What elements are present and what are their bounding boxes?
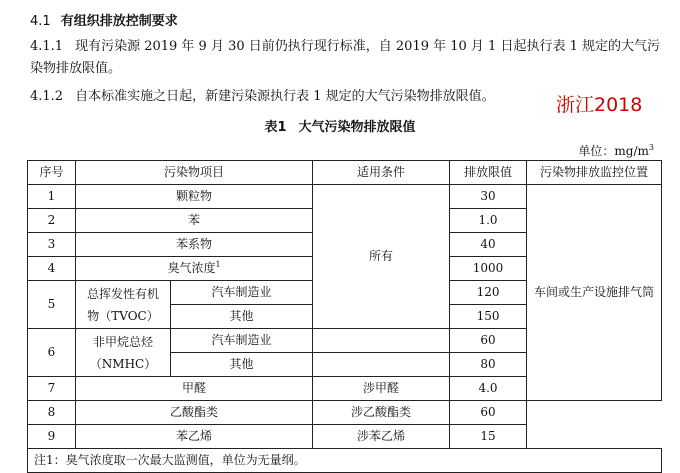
pollutant-item: 非甲烷总烃 （NMHC） xyxy=(76,329,171,377)
pollutant-subcategory: 汽车制造业 xyxy=(171,329,313,353)
table-header-row xyxy=(28,161,662,185)
emission-limit: 1000 xyxy=(450,257,527,281)
pollutant-item: 总挥发性有机 物（TVOC） xyxy=(76,281,171,329)
clause-4-1-1 xyxy=(30,36,660,80)
table-row xyxy=(28,401,662,425)
pollutant-subcategory: 其他 xyxy=(171,353,313,377)
row-number: 9 xyxy=(28,425,76,449)
footnote-mark: 1 xyxy=(215,260,221,269)
clause-number: 4.1.2 xyxy=(30,89,64,104)
clause-number: 4.1.1 xyxy=(30,39,64,54)
applicable-condition: 涉乙酸酯类 xyxy=(313,401,450,425)
emission-limit: 30 xyxy=(450,185,527,209)
section-heading xyxy=(30,10,178,29)
applicable-condition: 涉苯乙烯 xyxy=(313,425,450,449)
row-number: 3 xyxy=(28,233,76,257)
table-footnote: 注1：臭气浓度取一次最大监测值，单位为无量纲。 xyxy=(28,449,662,473)
red-annotation-stamp: 浙江2018 xyxy=(556,94,643,116)
table-unit: 单位：$mg/m^3$ xyxy=(578,143,654,158)
emission-limit: 1.0 xyxy=(450,209,527,233)
table-title: 大气污染物排放限值 xyxy=(298,120,416,135)
emission-limit: 4.0 xyxy=(450,377,527,401)
pollutant-item: 苯系物 xyxy=(76,233,313,257)
row-number: 1 xyxy=(28,185,76,209)
header-condition: 适用条件 xyxy=(313,161,450,185)
row-number: 4 xyxy=(28,257,76,281)
header-item: 污染物项目 xyxy=(76,161,313,185)
pollutant-subcategory: 汽车制造业 xyxy=(171,281,313,305)
emission-limit: 15 xyxy=(450,425,527,449)
emission-limit: 80 xyxy=(450,353,527,377)
applicable-condition xyxy=(313,353,450,377)
row-number: 5 xyxy=(28,281,76,329)
emission-limit: 40 xyxy=(450,233,527,257)
table-number: 表1 xyxy=(264,120,287,135)
emission-limit: 60 xyxy=(450,401,527,425)
row-number: 6 xyxy=(28,329,76,377)
shared-condition: 所有 xyxy=(313,185,450,329)
pollutant-item: 臭气浓度$^1$ xyxy=(76,257,313,281)
table-row xyxy=(28,185,662,209)
clause-text: 现有污染源 2019 年 9 月 30 日前仍执行现行标准，自 2019 年 10 月 1 日起执行表 1 规定的大气污染物排放限值。 xyxy=(30,39,660,76)
row-number: 7 xyxy=(28,377,76,401)
emission-limit: 150 xyxy=(450,305,527,329)
emission-limits-table xyxy=(27,160,662,473)
table-note-row xyxy=(28,449,662,473)
pollutant-item: 甲醛 xyxy=(76,377,313,401)
section-title: 有组织排放控制要求 xyxy=(60,14,178,29)
pollutant-item: 苯乙烯 xyxy=(76,425,313,449)
pollutant-subcategory: 其他 xyxy=(171,305,313,329)
applicable-condition: 涉甲醛 xyxy=(313,377,450,401)
section-number: 4.1 xyxy=(30,14,51,29)
emission-limit: 120 xyxy=(450,281,527,305)
pollutant-item: 颗粒物 xyxy=(76,185,313,209)
clause-4-1-2 xyxy=(30,86,570,108)
emission-limit: 60 xyxy=(450,329,527,353)
pollutant-item: 苯 xyxy=(76,209,313,233)
row-number: 2 xyxy=(28,209,76,233)
header-location: 污染物排放监控位置 xyxy=(527,161,662,185)
table-row xyxy=(28,425,662,449)
header-limit: 排放限值 xyxy=(450,161,527,185)
shared-monitoring-location: 车间或生产设施排气筒 xyxy=(527,185,662,401)
applicable-condition xyxy=(313,329,450,353)
clause-text: 自本标准实施之日起，新建污染源执行表 1 规定的大气污染物排放限值。 xyxy=(75,89,495,104)
table-caption xyxy=(0,116,680,135)
row-number: 8 xyxy=(28,401,76,425)
pollutant-item: 乙酸酯类 xyxy=(76,401,313,425)
header-no: 序号 xyxy=(28,161,76,185)
